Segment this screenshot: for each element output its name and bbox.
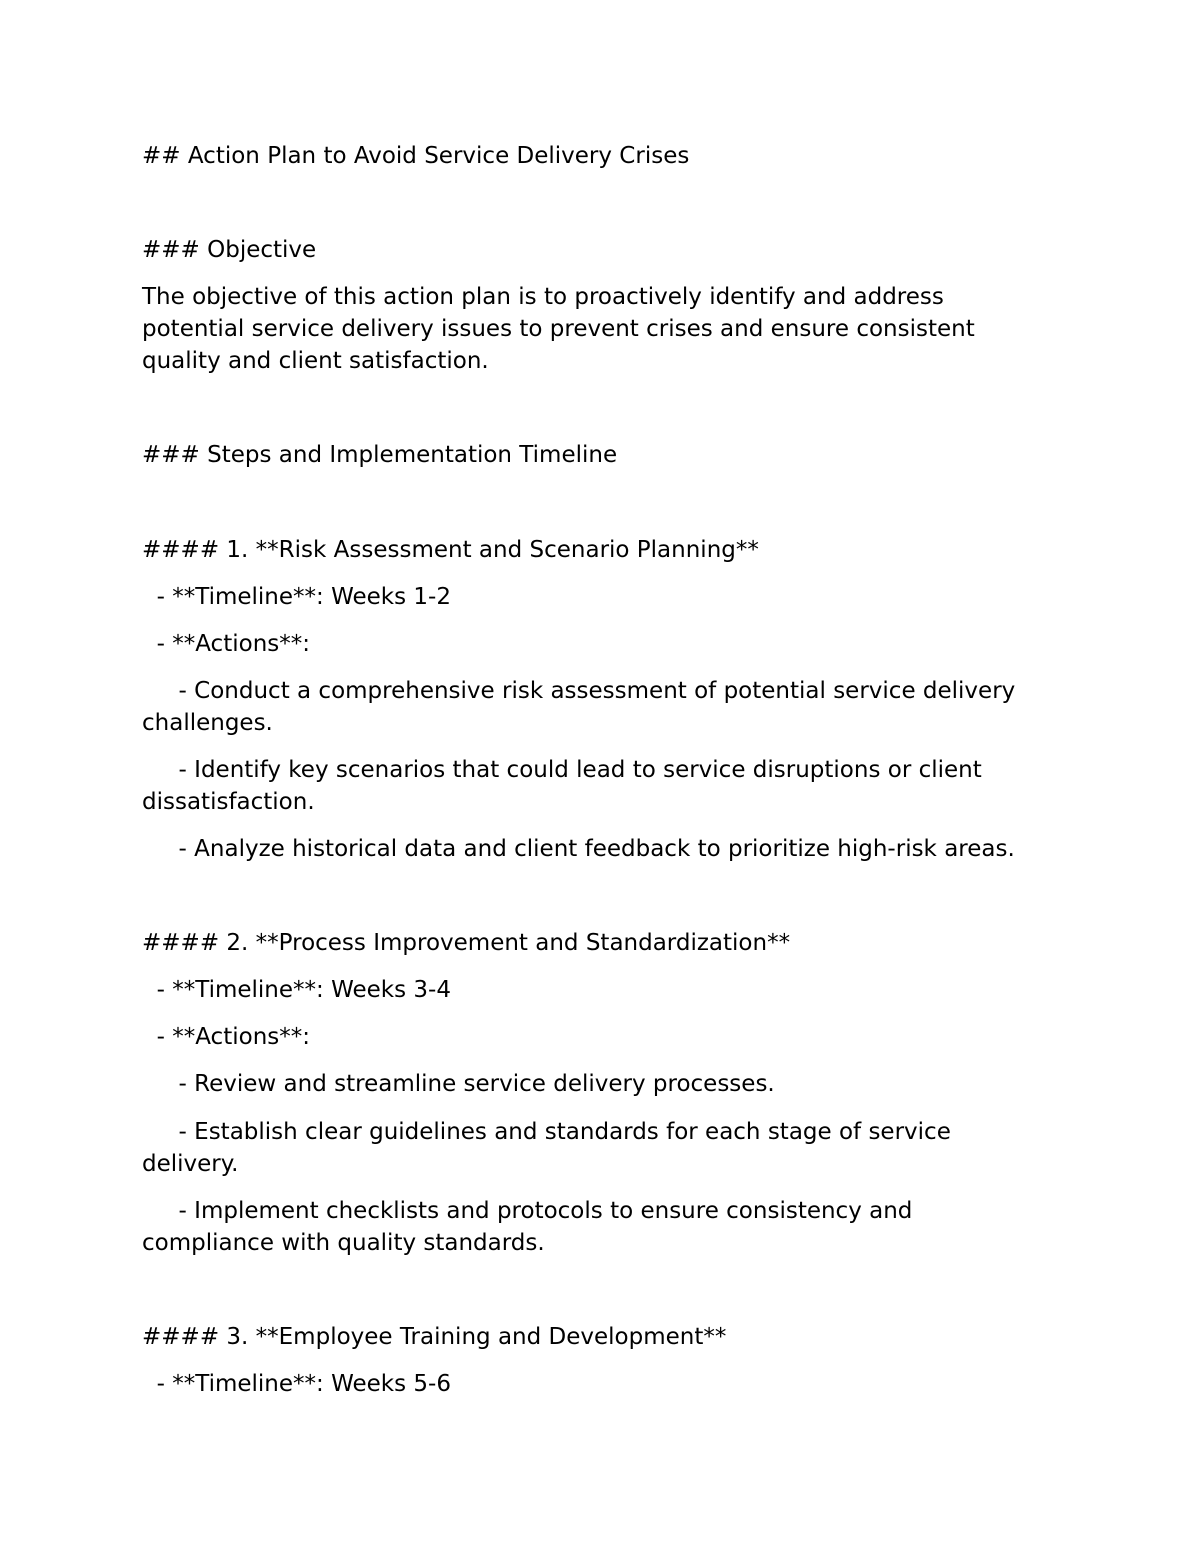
section-2-actions-label: - **Actions**:	[142, 1024, 310, 1050]
section-1-action-1-line-2: challenges.	[142, 710, 273, 736]
objective-text-line-3: quality and client satisfaction.	[142, 348, 489, 374]
steps-heading: ### Steps and Implementation Timeline	[142, 442, 618, 468]
section-2-action-2-line-1: - Establish clear guidelines and standards for each stage of service	[142, 1119, 951, 1145]
section-1-action-2-line-2: dissatisfaction.	[142, 789, 315, 815]
objective-heading: ### Objective	[142, 237, 317, 263]
section-1-timeline: - **Timeline**: Weeks 1-2	[142, 584, 451, 610]
section-3-timeline: - **Timeline**: Weeks 5-6	[142, 1371, 451, 1397]
section-2-heading: #### 2. **Process Improvement and Standardization**	[142, 930, 791, 956]
section-1-actions-label: - **Actions**:	[142, 631, 310, 657]
section-1-action-3-line-1: - Analyze historical data and client feedback to prioritize high-risk areas.	[142, 836, 1015, 862]
section-2-timeline: - **Timeline**: Weeks 3-4	[142, 977, 451, 1003]
section-2-action-2-line-2: delivery.	[142, 1151, 239, 1177]
section-1-heading: #### 1. **Risk Assessment and Scenario Planning**	[142, 537, 759, 563]
section-1-action-2-line-1: - Identify key scenarios that could lead to service disruptions or client	[142, 757, 982, 783]
section-1-action-1-line-1: - Conduct a comprehensive risk assessment of potential service delivery	[142, 678, 1016, 704]
objective-text-line-2: potential service delivery issues to prevent crises and ensure consistent	[142, 316, 975, 342]
section-2-action-3-line-2: compliance with quality standards.	[142, 1230, 545, 1256]
section-3-heading: #### 3. **Employee Training and Development**	[142, 1324, 727, 1350]
section-2-action-1-line-1: - Review and streamline service delivery processes.	[142, 1071, 775, 1097]
document-title: ## Action Plan to Avoid Service Delivery Crises	[142, 143, 690, 169]
section-2-action-3-line-1: - Implement checklists and protocols to ensure consistency and	[142, 1198, 913, 1224]
objective-text-line-1: The objective of this action plan is to proactively identify and address	[142, 284, 944, 310]
